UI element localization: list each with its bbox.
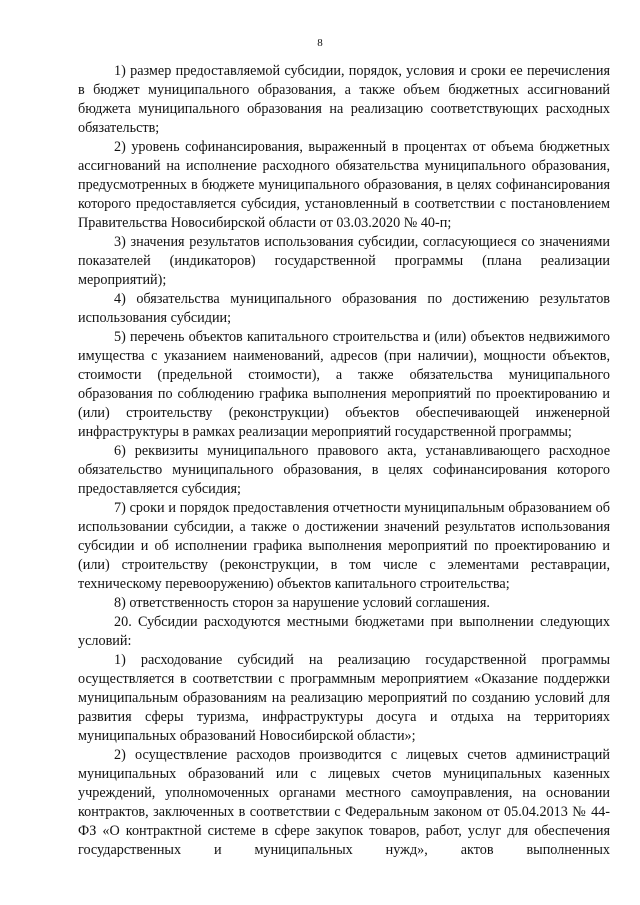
paragraph-5: 5) перечень объектов капитального строительства и (или) объектов недвижимого имущества с указанием наименований, адресов (при наличии), мощности объектов, стоимости (предельной стоимости), а также обязательства муниципального образования по соблюдению графика выполнения мероприятий по проектированию и (или) строительству (реконструкции) объектов обеспечивающей инженерной инфраструктуры в рамках реализации мероприятий государственной программы; bbox=[78, 329, 610, 440]
document-body bbox=[78, 62, 610, 860]
paragraph-7: 7) сроки и порядок предоставления отчетности муниципальным образованием об использовании субсидии, а также о достижении значений результатов использования субсидии и об исполнении графика выполнения мероприятий по проектированию и (или) строительству (реконструкции, в том числе с элементами реставрации, техническому перевооружению) объектов капитального строительства; bbox=[78, 500, 610, 592]
paragraph-1: 1) размер предоставляемой субсидии, порядок, условия и сроки ее перечисления в бюджет муниципального образования, а также объем бюджетных ассигнований бюджета муниципального образования на реализацию соответствующих расходных обязательств; bbox=[78, 63, 610, 136]
paragraph-4: 4) обязательства муниципального образования по достижению результатов использования субсидии; bbox=[78, 291, 610, 326]
paragraph-8: 8) ответственность сторон за нарушение условий соглашения. bbox=[114, 595, 490, 611]
paragraph-6: 6) реквизиты муниципального правового акта, устанавливающего расходное обязательство муниципального образования, в целях софинансирования которого предоставляется субсидия; bbox=[78, 443, 610, 497]
paragraph-3: 3) значения результатов использования субсидии, согласующиеся со значениями показателей (индикаторов) государственной программы (плана реализации мероприятий); bbox=[78, 234, 610, 288]
paragraph-9: 20. Субсидии расходуются местными бюджетами при выполнении следующих условий: bbox=[78, 614, 610, 649]
page-number: 8 bbox=[317, 37, 323, 49]
paragraph-10: 1) расходование субсидий на реализацию государственной программы осуществляется в соответствии с программным мероприятием «Оказание поддержки муниципальным образованиям на реализацию мероприятий по созданию условий для развития сферы туризма, инфраструктуры досуга и отдыха на территориях муниципальных образований Новосибирской области»; bbox=[78, 652, 610, 744]
paragraph-11: 2) осуществление расходов производится с лицевых счетов администраций муниципальных образований или с лицевых счетов муниципальных казенных учреждений, уполномоченных органами местного самоуправления, на основании контрактов, заключенных в соответствии с Федеральным законом от 05.04.2013 № 44-ФЗ «О контрактной системе в сфере закупок товаров, работ, услуг для обеспечения государственных и муниципальных нужд», актов выполненных bbox=[78, 747, 610, 858]
paragraph-2: 2) уровень софинансирования, выраженный в процентах от объема бюджетных ассигнований на исполнение расходного обязательства муниципального образования, предусмотренных в бюджете муниципального образования, в целях софинансирования которого предоставляется субсидия, установленный в соответствии с постановлением Правительства Новосибирской области от 03.03.2020 № 40-п; bbox=[78, 139, 610, 231]
